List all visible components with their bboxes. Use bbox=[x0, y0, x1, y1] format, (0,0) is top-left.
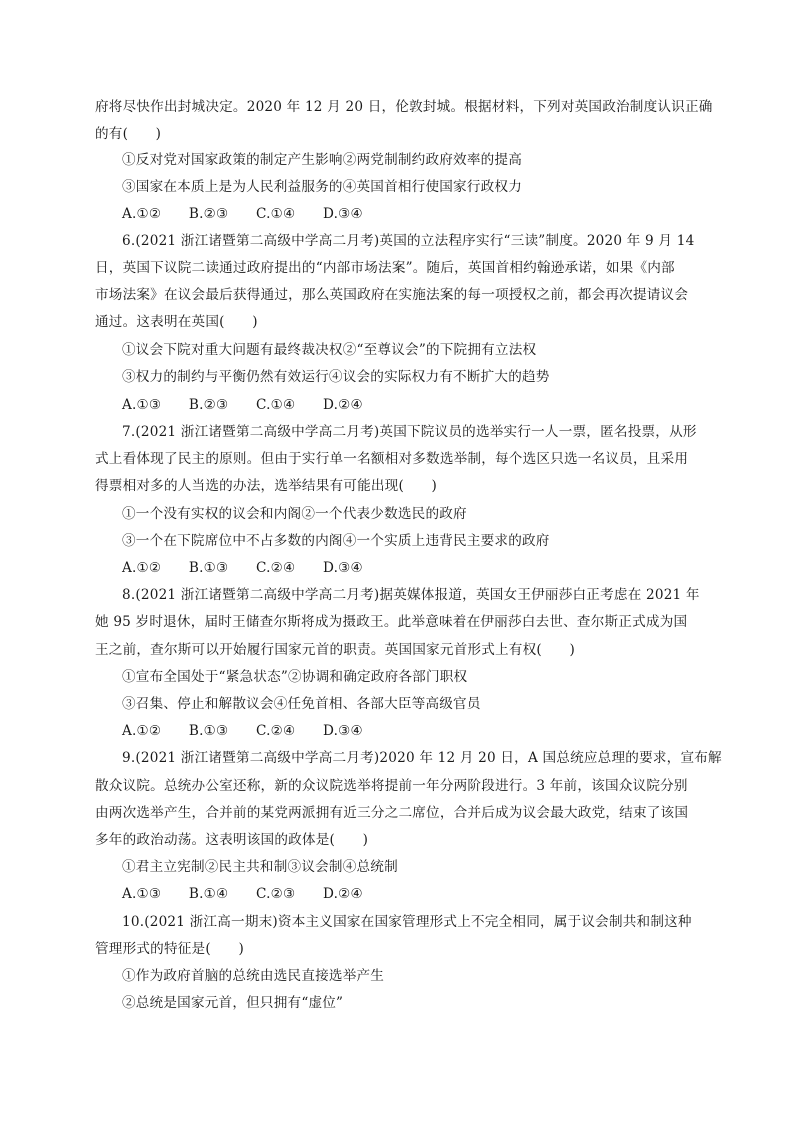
question-6-line: 市场法案》在议会最后获得通过，那么英国政府在实施法案的每一项授权之前，都会再次提请议会 bbox=[95, 287, 689, 303]
question-9-line: 散众议院。总统办公室还称，新的众议院选举将提前一年分两阶段进行。3 年前，该国众议院分别 bbox=[95, 778, 688, 794]
statement-line: ③国家在本质上是为人民利益服务的④英国首相行使国家行政权力 bbox=[122, 179, 523, 195]
statement-line: ①反对党对国家政策的制定产生影响②两党制制约政府效率的提高 bbox=[122, 152, 523, 168]
text-line: 的有( ) bbox=[95, 126, 162, 142]
statement-line: ①作为政府首脑的总统由选民直接选举产生 bbox=[122, 968, 385, 984]
statement-line: ②总统是国家元首，但只拥有“虚位” bbox=[122, 995, 344, 1011]
question-8-line: 王之前，查尔斯可以开始履行国家元首的职责。英国国家元首形式上有权( ) bbox=[95, 642, 575, 658]
answer-options: A.①② B.②③ C.①④ D.③④ bbox=[122, 206, 363, 222]
statement-line: ③权力的制约与平衡仍然有效运行④议会的实际权力有不断扩大的趋势 bbox=[122, 369, 550, 385]
answer-options: A.①③ B.①④ C.②③ D.②④ bbox=[122, 886, 363, 902]
statement-line: ①君主立宪制②民主共和制③议会制④总统制 bbox=[122, 859, 398, 875]
question-10-line: 10.(2021 浙江高一期末)资本主义国家在国家管理形式上不完全相同，属于议会制共和制这种 bbox=[122, 914, 692, 930]
question-8-line: 她 95 岁时退休，届时王储查尔斯将成为摄政王。此举意味着在伊丽莎白去世、查尔斯正式成为国 bbox=[95, 614, 688, 630]
question-6-line: 通过。这表明在英国( ) bbox=[95, 314, 258, 330]
question-8-line: 8.(2021 浙江诸暨第二高级中学高二月考)据英媒体报道，英国女王伊丽莎白正考虑在 2021 年 bbox=[122, 587, 700, 603]
question-10-line: 管理形式的特征是( ) bbox=[95, 941, 244, 957]
question-9-line: 由两次选举产生，合并前的某党两派拥有近三分之二席位，合并后成为议会最大政党，结束了该国 bbox=[95, 805, 689, 821]
answer-options: A.①② B.①③ C.②④ D.③④ bbox=[122, 723, 363, 739]
question-9-line: 多年的政治动荡。这表明该国的政体是( ) bbox=[95, 832, 369, 848]
question-7-line: 式上看体现了民主的原则。但由于实行单一名额相对多数选举制，每个选区只选一名议员，且采用 bbox=[95, 451, 689, 467]
statement-line: ③召集、停止和解散议会④任免首相、各部大臣等高级官员 bbox=[122, 696, 481, 712]
statement-line: ③一个在下院席位中不占多数的内阁④一个实质上违背民主要求的政府 bbox=[122, 533, 550, 549]
statement-line: ①宣布全国处于“紧急状态”②协调和确定政府各部门职权 bbox=[122, 669, 468, 685]
statement-line: ①议会下院对重大问题有最终裁决权②“至尊议会”的下院拥有立法权 bbox=[122, 342, 537, 358]
question-9-line: 9.(2021 浙江诸暨第二高级中学高二月考)2020 年 12 月 20 日，A 国总统应总理的要求，宣布解 bbox=[122, 750, 722, 766]
question-6-line: 6.(2021 浙江诸暨第二高级中学高二月考)英国的立法程序实行“三读”制度。2020 年 9 月 14 bbox=[122, 233, 695, 249]
statement-line: ①一个没有实权的议会和内阁②一个代表少数选民的政府 bbox=[122, 506, 467, 522]
question-7-line: 得票相对多的人当选的办法，选举结果有可能出现( ) bbox=[95, 478, 438, 494]
question-6-line: 日，英国下议院二读通过政府提出的“内部市场法案”。随后，英国首相约翰逊承诺，如果《内部 bbox=[95, 260, 675, 276]
answer-options: A.①③ B.②③ C.①④ D.②④ bbox=[122, 397, 363, 413]
question-7-line: 7.(2021 浙江诸暨第二高级中学高二月考)英国下院议员的选举实行一人一票，匿名投票，从形 bbox=[122, 424, 697, 440]
answer-options: A.①② B.①③ C.②④ D.③④ bbox=[122, 560, 363, 576]
text-line: 府将尽快作出封城决定。2020 年 12 月 20 日，伦敦封城。根据材料，下列对英国政治制度认识正确 bbox=[95, 99, 713, 115]
